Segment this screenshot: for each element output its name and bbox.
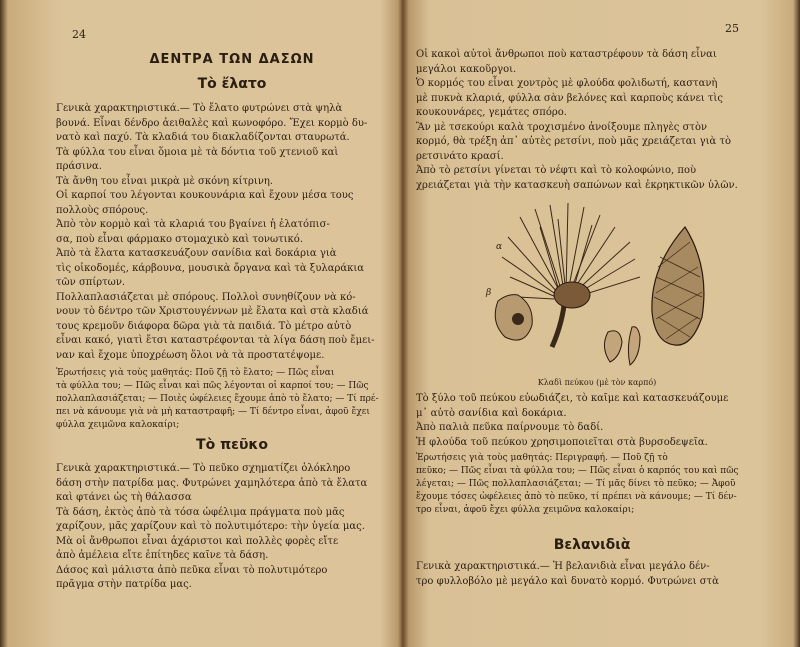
text-line: χρειάζεται γιὰ τὴν κατασκευὴ σαπώνων καὶ ἐκρηκτικῶν ὑλῶν. — [416, 179, 738, 191]
pine-cone — [652, 227, 704, 345]
fir-text — [56, 102, 402, 432]
seed-dot — [512, 313, 524, 325]
figure-caption: Κλαδὶ πεύκου (μὲ τὸν καρπό) — [537, 378, 657, 387]
text-line: δάση στὴν πατρίδα μας. Φυτρώνει χαμηλότερα ἀπὸ τὰ ἔλατα — [56, 477, 368, 489]
text-line: χαρίζουν, μᾶς χαρίζουν καὶ τὸ πολυτιμότερο: τὴν ὑγεία μας. — [56, 521, 365, 532]
text-line: Τὰ ἄνθη του εἶναι μικρὰ μὲ σκόνη κίτρινη. — [56, 175, 274, 187]
text-line: Ὁ κορμός του εἶναι χοντρὸς μὲ φλούδα φολιδωτή, καστανὴ — [416, 78, 718, 89]
right-page — [412, 0, 762, 647]
text-line: τὰ φύλλα του; — Πῶς εἶναι καὶ πῶς λέγονται οἱ καρποί του; — Πῶς — [56, 381, 369, 391]
section-title-oak: Βελανιδιὰ — [553, 537, 631, 553]
page-number: 24 — [72, 28, 86, 41]
text-line: πεῦκο; — Πῶς εἶναι τὰ φύλλα του; — Πῶς εἶναι ὁ καρπός του καὶ πῶς — [416, 466, 739, 476]
text-line: Πολλαπλασιάζεται μὲ σπόρους. Πολλοὶ συνηθίζουν νὰ κό- — [56, 291, 356, 303]
text-line: τους κρεμοῦν διάφορα δῶρα γιὰ τὰ παιδιά. Τὸ μέτρο αὐτὸ — [56, 320, 352, 332]
text-line: Γενικὰ χαρακτηριστικά.— Τὸ πεῦκο σχηματίζει ὁλόκληρο — [56, 463, 351, 474]
text-line: Ἡ φλούδα τοῦ πεύκου χρησιμοποιεῖται στὰ βυρσοδεψεῖα. — [416, 436, 708, 448]
text-line: λέγεται; — Πῶς πολλαπλασιάζεται; — Τί μᾶς δίνει τὸ πεῦκο; — Ἀφοῦ — [416, 479, 736, 489]
text-line: κορμό, θὰ τρέξη ἀπ᾽ αὐτὲς ρετσίνι, ποὺ μᾶς χρειάζεται γιὰ τὸ — [416, 136, 731, 147]
section-title-pine: Τὸ πεῦκο — [196, 437, 268, 453]
text-line: Ἐρωτήσεις γιὰ τοὺς μαθητάς: Περιγραφή. — Ποῦ ζῇ τὸ — [416, 453, 668, 463]
text-line: Ἀπὸ τὰ ἔλατα κατασκευάζουν σανίδια καὶ δοκάρια γιὰ — [56, 248, 337, 259]
figure-label-b: β — [486, 288, 492, 298]
text-line: νατὸ καὶ παχύ. Τὰ κλαδιά του διακλαδίζονται σταυρωτά. — [56, 132, 350, 143]
text-line: πρᾶγμα στὴν πατρίδα μας. — [56, 579, 192, 590]
text-line: Ἀπὸ τὸ ρετσίνι γίνεται τὸ νέφτι καὶ τὸ κολοφώνιο, ποὺ — [416, 165, 697, 176]
text-line: ναν καὶ ἔχομε ὑποχρέωση ὅλοι νὰ τὰ προστατέψομε. — [56, 349, 325, 361]
text-line: Δάσος καὶ μάλιστα ἀπὸ πεῦκα εἶναι τὸ πολυτιμότερο — [56, 564, 328, 576]
oak-text — [416, 560, 762, 589]
text-line: φύλλα χειμῶνα καλοκαίρι; — [56, 420, 180, 430]
text-line: σα, ποὺ εἶναι φάρμακο στομαχικὸ καὶ τονωτικό. — [56, 233, 304, 245]
text-line: τρο φυλλοβόλο μὲ μεγάλο καὶ δυνατὸ κορμό. Φυτρώνει στὰ — [416, 575, 719, 587]
text-line: Ἀπὸ παλιὰ πεῦκα παίρνουμε τὸ δαδί. — [416, 422, 604, 433]
text-line: τρο εἶναι, ἀφοῦ ἔχει φύλλα χειμῶνα καλοκαίρι; — [416, 505, 635, 515]
text-line: Τὰ δάση, ἐκτὸς ἀπὸ τὰ τόσα ὠφέλιμα πράγματα ποὺ μᾶς — [56, 506, 345, 518]
text-line: πράσινα. — [56, 161, 102, 172]
wood-text — [416, 392, 762, 517]
section-title-fir: Τὸ ἔλατο — [197, 76, 267, 92]
text-line: ἀπὸ ἀμέλεια εἴτε ἐπίτηδες καῖνε τὰ δάση. — [56, 550, 269, 561]
text-line: Γενικὰ χαρακτηριστικά.— Ἡ βελανιδιὰ εἶναι μεγάλο δέν- — [416, 561, 710, 572]
text-line: κουκουνάρες, γεμάτες σπόρο. — [416, 107, 567, 118]
text-line: εἶναι κακό, γιατὶ ἔτσι καταστρέφονται τὰ λίγα δάση ποὺ ἔμει- — [56, 335, 375, 346]
text-line: νουν τὸ δέντρο τῶν Χριστουγέννων μὲ ἔλατα καὶ στὰ κλαδιά — [56, 306, 369, 317]
left-page — [52, 0, 402, 647]
text-line: Μὰ οἱ ἄνθρωποι εἶναι ἀχάριστοι καὶ πολλὲς φορὲς εἴτε — [56, 535, 339, 547]
text-line: τῶν σπίρτων. — [56, 277, 126, 288]
text-line: πει νὰ κάνουμε γιὰ νὰ μὴ καταστραφῆ; — Τί δέντρο εἶναι, ἀφοῦ ἔχει — [56, 407, 370, 417]
text-line: μ᾽ αὐτὸ σανίδια καὶ δοκάρια. — [416, 407, 567, 419]
chapter-title: ΔΕΝΤΡΑ ΤΩΝ ΔΑΣΩΝ — [149, 52, 315, 67]
text-line: Ἐρωτήσεις γιὰ τοὺς μαθητάς: Ποῦ ζῇ τὸ ἔλατο; — Πῶς εἶναι — [56, 368, 335, 378]
pine-branch-drawing — [480, 197, 720, 377]
pine-text-continued — [416, 48, 762, 193]
text-line: Τὰ φύλλα του εἶναι ὅμοια μὲ τὰ δόντια τοῦ χτενιοῦ καὶ — [56, 146, 339, 158]
text-line: ρετσινάτο κρασί. — [416, 150, 504, 162]
text-line: Ἂν μὲ τσεκούρι καλὰ τροχισμένο ἀνοίξουμε πληγὲς στὸν — [416, 121, 708, 133]
text-line: Γενικὰ χαρακτηριστικά.— Τὸ ἔλατο φυτρώνει στὰ ψηλὰ — [56, 103, 343, 114]
pine-text — [56, 462, 402, 593]
text-line: Ἀπὸ τὸν κορμὸ καὶ τὰ κλαριά του βγαίνει ἡ ἐλατόπισ- — [56, 219, 330, 230]
text-line: μὲ πυκνὰ κλαριά, φύλλα σὰν βελόνες καὶ καρποὺς κάνει τὶς — [416, 92, 723, 104]
page-number: 25 — [725, 22, 739, 35]
pine-cone-small — [554, 282, 590, 308]
questions-block — [416, 452, 762, 517]
seed-2 — [628, 327, 640, 365]
text-line: ἔχουμε τόσες ὠφέλειες ἀπὸ τὸ πεῦκο, τί πρέπει νὰ κάνουμε; — Τί δέν- — [416, 492, 737, 502]
text-line: πολλαπλασιάζεται; — Ποιὲς ὠφέλειες ἔχουμε ἀπὸ τὸ ἔλατο; — Τί πρέ- — [56, 394, 379, 404]
text-line: τὶς οἰκοδομές, κάρβουνα, μουσικὰ ὄργανα καὶ τὰ ξυλαράκια — [56, 262, 365, 274]
text-line: βουνά. Εἶναι δένδρο ἀειθαλὲς καὶ κωνοφόρο. Ἔχει κορμὸ δυ- — [56, 117, 368, 129]
figure-label-a: α — [496, 242, 503, 252]
text-line: μεγάλοι κακοῦργοι. — [416, 63, 517, 75]
text-line: Οἱ καρποί του λέγονται κουκουνάρια καὶ ἔχουν μέσα τους — [56, 190, 354, 201]
text-line: πολλοὺς σπόρους. — [56, 204, 149, 216]
text-line: Τὸ ξύλο τοῦ πεύκου εὐωδιάζει, τὸ καῖμε καὶ κατασκευάζουμε — [416, 393, 729, 404]
pine-branch-illustration — [480, 197, 720, 377]
seed-1 — [604, 331, 622, 362]
questions-block — [56, 367, 402, 432]
text-line: καὶ φτάνει ὡς τὴ θάλασσα — [56, 492, 192, 503]
text-line: Οἱ κακοὶ αὐτοὶ ἄνθρωποι ποὺ καταστρέφουν τὰ δάση εἶναι — [416, 49, 717, 60]
